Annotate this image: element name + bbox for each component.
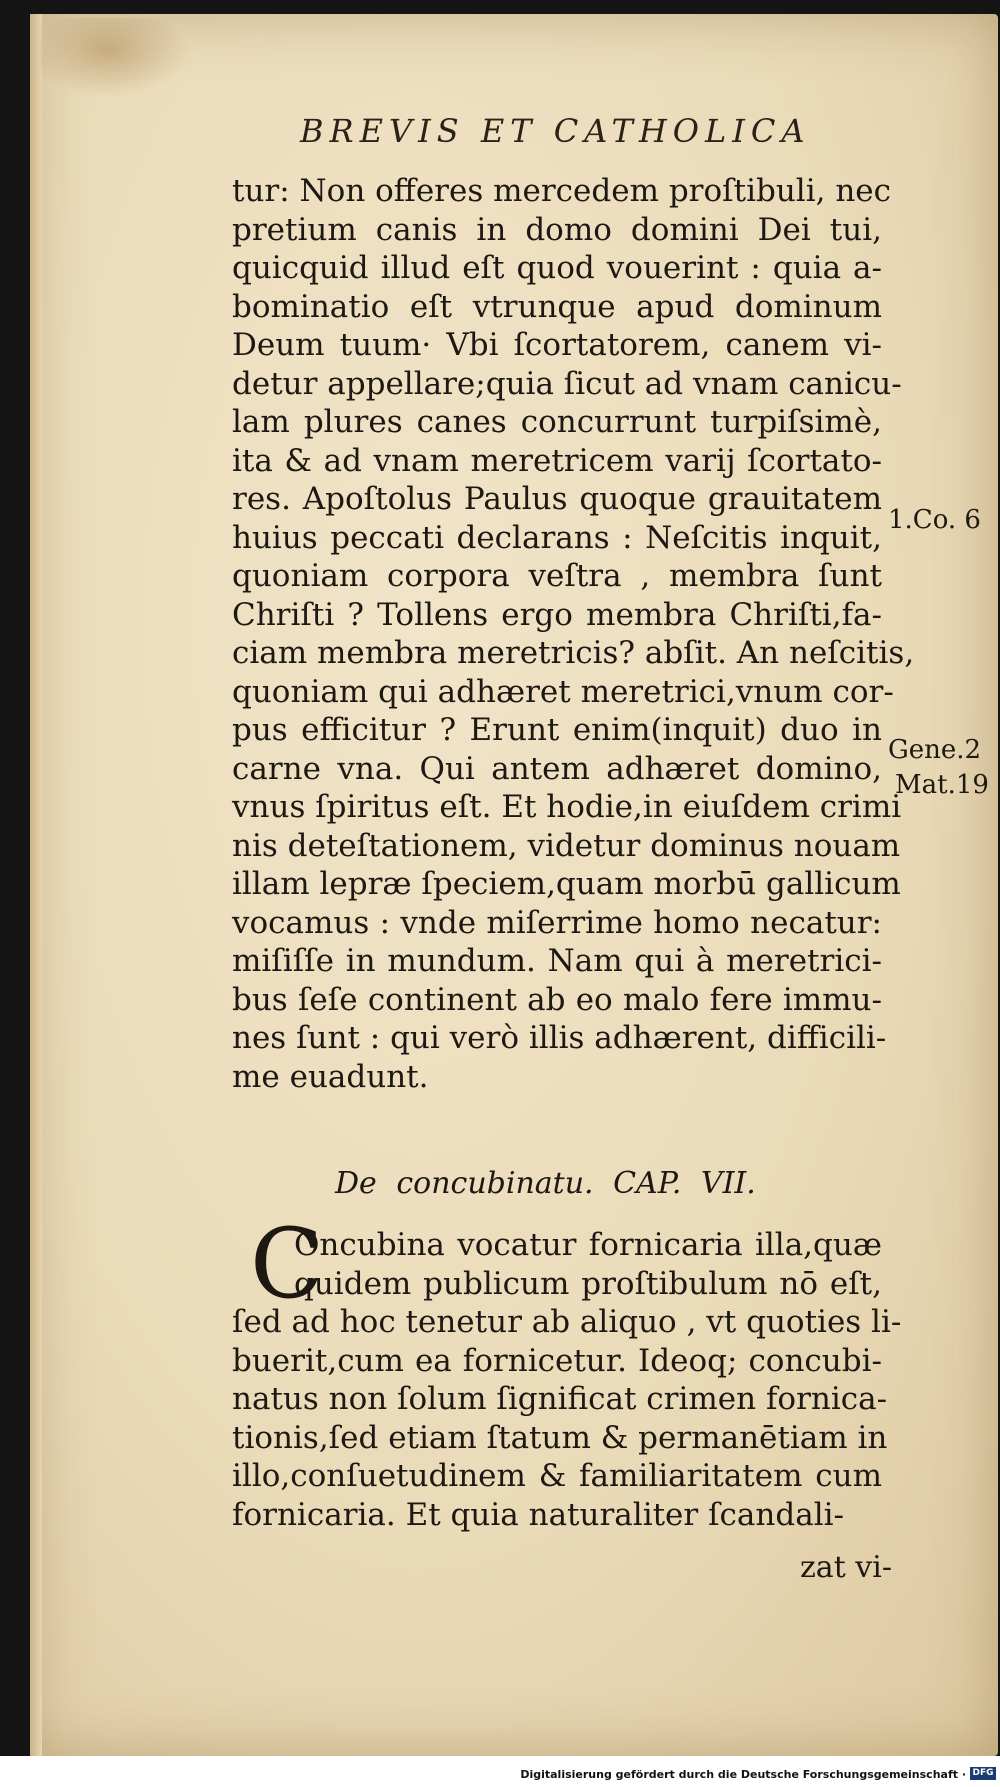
text-line: pretium canis in domo domini Dei tui, <box>232 211 882 248</box>
running-head: BREVIS ET CATHOLICA <box>300 112 811 150</box>
text-line: pus efficitur ? Erunt enim(inquit) duo in <box>232 712 882 748</box>
text-line: bus ſeſe continent ab eo malo fere immu- <box>232 981 882 1018</box>
text-line: tionis,ſed etiam ſtatum & permanētiam in <box>232 1419 888 1456</box>
text-line: buerit,cum ea fornicetur. Ideoq; concubi- <box>232 1342 882 1379</box>
text-line: carne vna. Qui antem adhæret domino, <box>232 750 882 787</box>
text-line: detur appellare;quia ſicut ad vnam canicu- <box>232 365 902 402</box>
text-line: illam lepræ ſpeciem,quam morbū gallicum <box>232 866 901 902</box>
text-line: res. Apoſtolus Paulus quoque grauitatem <box>232 481 882 517</box>
chapter-heading: De concubinatu. CAP. VII. <box>335 1166 756 1201</box>
text-line: me euadunt. <box>232 1058 429 1095</box>
text-line: Deum tuum· Vbi ſcortatorem, canem vi- <box>232 327 882 363</box>
page-edge <box>30 14 42 1756</box>
margin-note-corinthians: 1.Co. 6 <box>888 505 981 535</box>
text-line: nis deteſtationem, videtur dominus nouam <box>232 827 901 864</box>
text-line: ita & ad vnam meretricem varij ſcortato- <box>232 442 882 479</box>
text-line: illo,conſuetudinem & familiaritatem cum <box>232 1458 882 1494</box>
paragraph-2 <box>232 1208 902 1534</box>
text-line: quoniam qui adhæret meretrici,vnum cor- <box>232 673 894 710</box>
paragraph-1 <box>232 172 915 1096</box>
text-line: bominatio eſt vtrunque apud dominum <box>232 288 882 325</box>
text-line: Chriſti ? Tollens ergo membra Chriſti,fa- <box>232 596 882 633</box>
text-line: lam plures canes concurrunt turpiſsimè, <box>232 404 882 440</box>
text-line: nes ſunt : qui verò illis adhærent, difficili- <box>232 1020 887 1056</box>
text-line: vnus ſpiritus eſt. Et hodie,in eiuſdem crimi <box>232 789 902 825</box>
text-line: vocamus : vnde miſerrime homo necatur: <box>232 904 882 941</box>
paper-stain <box>40 18 190 98</box>
text-line: huius peccati declarans : Neſcitis inquit, <box>232 519 882 556</box>
text-line: quoniam corpora veſtra , membra ſunt <box>232 558 882 594</box>
digitization-credit: Digitalisierung gefördert durch die Deutsche Forschungsgemeinschaft · <box>520 1768 966 1781</box>
margin-note-matthew: Mat.19 <box>895 770 989 800</box>
text-line: quidem publicum proſtibulum nō eſt, <box>294 1265 882 1302</box>
margin-note-genesis: Gene.2 <box>888 735 982 765</box>
text-line: natus non ſolum ſignificat crimen fornica- <box>232 1381 888 1417</box>
text-line: quicquid illud eſt quod vouerint : quia a- <box>232 250 882 286</box>
text-line: ſed ad hoc tenetur ab aliquo , vt quoties li- <box>232 1304 902 1340</box>
dfg-logo: DFG <box>970 1767 996 1780</box>
text-line: tur: Non offeres mercedem proſtibuli, nec <box>232 173 892 209</box>
text-line: fornicaria. Et quia naturaliter ſcandali- <box>232 1496 844 1533</box>
text-line: miſiſſe in mundum. Nam qui à meretrici- <box>232 943 882 979</box>
drop-cap: C <box>250 1208 324 1320</box>
text-line: ciam membra meretricis? abſit. An neſcitis, <box>232 635 915 671</box>
catchword: zat vi- <box>800 1550 892 1585</box>
text-line: Oncubina vocatur fornicaria illa,quæ <box>294 1227 882 1263</box>
